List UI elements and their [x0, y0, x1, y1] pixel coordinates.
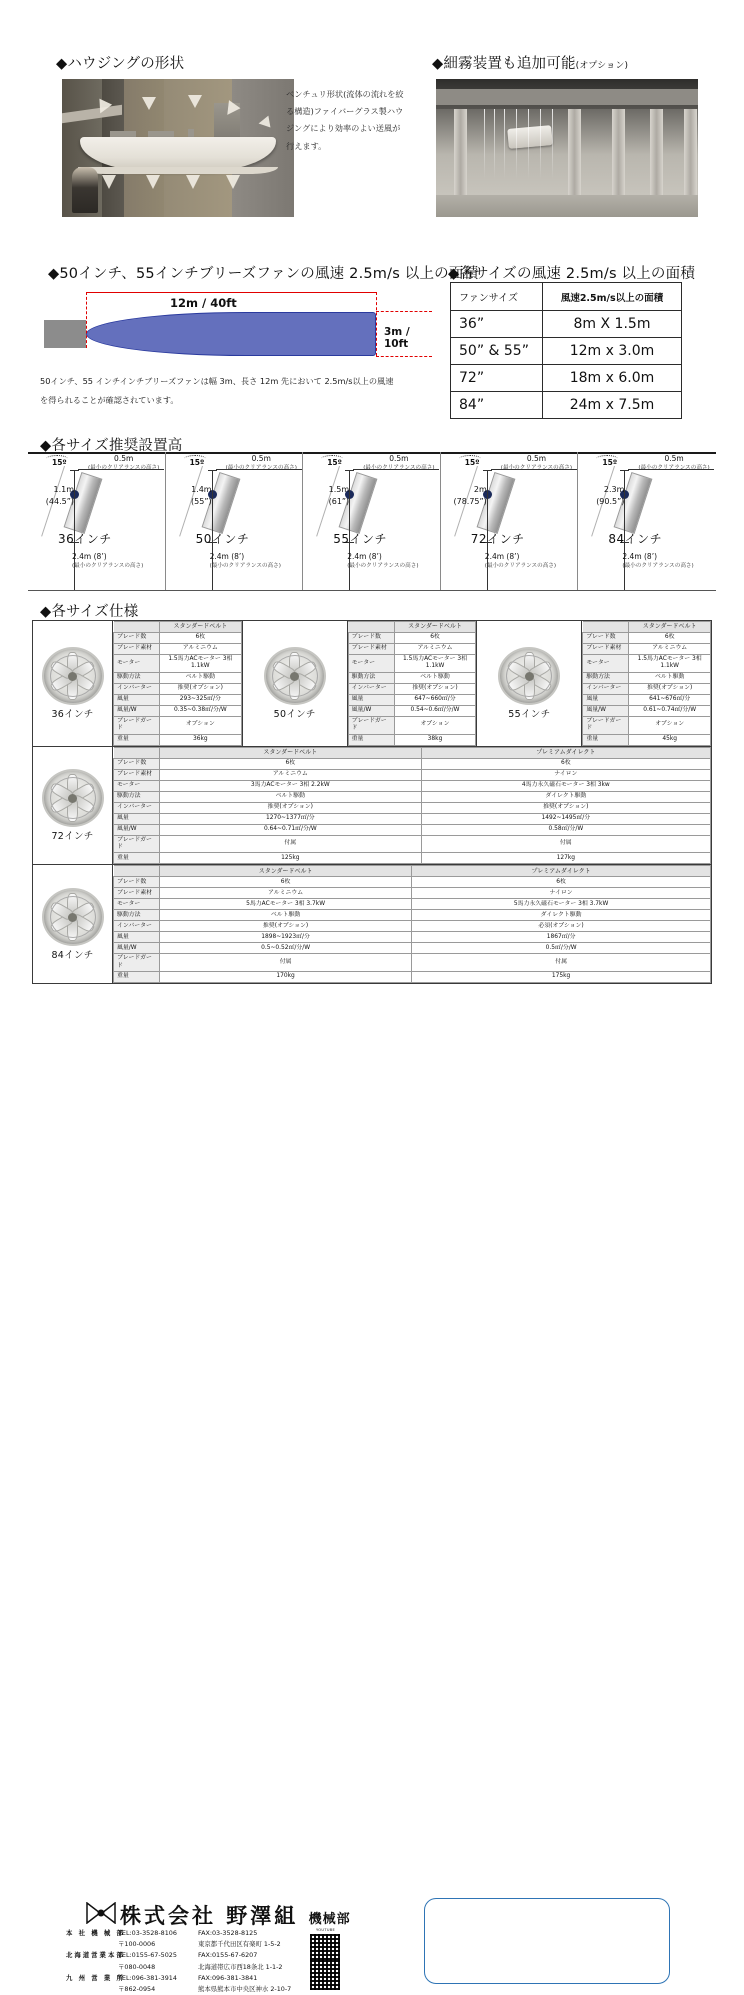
spec-value-standard: ベルト駆動	[160, 791, 422, 802]
notes-box	[424, 1898, 670, 1984]
table-row: 72” 18m x 6.0m	[451, 365, 682, 392]
spec-value: 0.54~0.6㎥/分/W	[394, 705, 476, 716]
spec-key: ブレード素材	[114, 644, 160, 655]
contact-line-tel	[66, 1950, 291, 1961]
install-cell-55インチ	[303, 452, 441, 590]
spec-value: 1.5馬力ACモーター 3相 1.1kW	[160, 655, 242, 673]
spec-value-standard: 推奨(オプション)	[160, 921, 412, 932]
airflow-caption: 50インチ、55 インチインチブリーズファンは幅 3m、長さ 12m 先において 2.5m/s以上の風速 を得られることが確認されています。	[40, 376, 394, 405]
install-height-diagram	[28, 452, 716, 592]
contact-line-address	[66, 1939, 291, 1950]
spec-value-premium: 127kg	[421, 853, 710, 864]
housing-description: ベンチュリ形状(流体の流れを絞る構造)ファイバーグラス製ハウジングにより効率のよい送風が行えます。	[286, 89, 404, 151]
spec-key: 駆動方法	[114, 791, 160, 802]
fan-55-inch	[476, 621, 582, 746]
spec-value: 293~325㎥/分	[160, 694, 242, 705]
office-fax: FAX:03-3528-8125	[198, 1929, 258, 1937]
top-clearance-label: 0.5m (最小のクリアランスの高さ)	[638, 454, 710, 471]
spec-value-standard: アルミニウム	[160, 888, 412, 899]
top-clearance-label: 0.5m (最小のクリアランスの高さ)	[88, 454, 160, 471]
tilt-angle-label: 15º	[327, 458, 342, 467]
contact-line-tel	[66, 1928, 291, 1939]
spec-key: 重量	[114, 853, 160, 864]
fan-size-label: 55インチ	[333, 532, 387, 546]
spec-key: モーター	[583, 655, 629, 673]
spec-tables	[32, 620, 712, 984]
spec-key: 風量	[114, 932, 160, 943]
spec-value: 0.61~0.74㎥/分/W	[629, 705, 711, 716]
youtube-caption: YOUTUBE	[316, 1928, 336, 1932]
spec-header-row	[114, 622, 242, 633]
spec-row	[114, 769, 711, 780]
spec-key: モーター	[114, 655, 160, 673]
spec-key: 重量	[114, 972, 160, 983]
spec-value: 6枚	[394, 633, 476, 644]
spec-value: 1.5馬力ACモーター 3相 1.1kW	[394, 655, 476, 673]
spec-key: ブレード数	[114, 633, 160, 644]
mount-height-label: 1.1m (44.5”)	[45, 485, 74, 506]
fan-size-label: 72インチ	[470, 532, 525, 546]
spec-row	[114, 780, 711, 791]
col-fan-size: ファンサイズ	[451, 283, 543, 311]
spec-group-small	[32, 620, 712, 747]
spec-column-header-premium: プレミアムダイレクト	[412, 866, 711, 877]
spec-table-dual	[113, 747, 711, 865]
spec-row	[583, 644, 711, 655]
spec-value: 推奨(オプション)	[629, 683, 711, 694]
tilt-angle-label: 15º	[189, 458, 205, 467]
spec-value-premium: 5馬力永久磁石モーター 3相 3.7kW	[412, 899, 711, 910]
spec-value-standard: 推奨(オプション)	[160, 802, 422, 813]
tilt-angle-label: 15º	[52, 458, 67, 467]
spec-key: モーター	[114, 780, 160, 791]
spec-row	[114, 921, 711, 932]
airflow-width-label: 3m / 10ft	[384, 326, 410, 350]
spec-value-standard: 6枚	[160, 877, 412, 888]
spec-key: 風量/W	[348, 705, 394, 716]
footer	[0, 948, 744, 1994]
col-area: 風速2.5m/s以上の面積	[543, 283, 682, 311]
spec-key: インバーター	[114, 802, 160, 813]
fan-36-inch	[33, 621, 113, 746]
fan-photo-icon	[264, 647, 326, 705]
office-name: 本 社 機 械 部	[66, 1929, 125, 1937]
spec-value: 推奨(オプション)	[160, 683, 242, 694]
fan-50-inch	[242, 621, 348, 746]
spec-row	[114, 888, 711, 899]
spec-key: 風量/W	[583, 705, 629, 716]
fan-block-icon	[44, 320, 86, 348]
bottom-clearance-label: 2.4m (8’) (最小のクリアランスの高さ)	[72, 552, 144, 569]
spec-row	[114, 932, 711, 943]
spec-header-row	[114, 866, 711, 877]
fan-size-caption: 36インチ	[51, 709, 94, 721]
spec-header-row	[114, 747, 711, 758]
spec-value-premium: ダイレクト駆動	[421, 791, 710, 802]
fan-size-caption: 72インチ	[51, 831, 94, 843]
spec-value: 647~660㎥/分	[394, 694, 476, 705]
office-postal: 〒080-0048	[118, 1962, 156, 1971]
spec-value: ベルト駆動	[160, 672, 242, 683]
bottom-clearance-label: 2.4m (8’) (最小のクリアランスの高さ)	[209, 552, 281, 569]
spec-value-premium: 0.5㎥/分/W	[412, 943, 711, 954]
spec-row	[114, 835, 711, 853]
spec-row	[348, 705, 476, 716]
install-cell-50インチ	[166, 452, 304, 590]
spec-value: アルミニウム	[394, 644, 476, 655]
install-cell-36インチ	[28, 452, 166, 590]
spec-value-premium: 付属	[421, 835, 710, 853]
table-row: 84” 24m x 7.5m	[451, 392, 682, 419]
spec-value-standard: 6枚	[160, 758, 422, 769]
spec-row	[583, 683, 711, 694]
bottom-clearance-label: 2.4m (8’) (最小のクリアランスの高さ)	[347, 552, 419, 569]
spec-key: 駆動方法	[583, 672, 629, 683]
airflow-plume	[86, 312, 376, 356]
spec-row	[114, 802, 711, 813]
spec-key: 風量/W	[114, 705, 160, 716]
spec-value-standard: 1270~1377㎥/分	[160, 813, 422, 824]
spec-row	[114, 683, 242, 694]
spec-key: 風量/W	[114, 943, 160, 954]
spec-value: 641~676㎥/分	[629, 694, 711, 705]
table-row: 50” & 55” 12m x 3.0m	[451, 338, 682, 365]
office-postal: 〒100-0006	[118, 1940, 156, 1949]
fan-photo-icon	[42, 647, 104, 705]
spec-row	[114, 716, 242, 734]
top-clearance-label: 0.5m (最小のクリアランスの高さ)	[363, 454, 435, 471]
mount-height-label: 2.3m (90.5”)	[596, 485, 625, 506]
spec-value-premium: ナイロン	[421, 769, 710, 780]
spec-key: ブレード素材	[114, 769, 160, 780]
spec-row	[114, 853, 711, 864]
spec-header-row	[348, 622, 476, 633]
spec-row	[348, 633, 476, 644]
spec-key: ブレード数	[114, 877, 160, 888]
contact-info	[66, 1928, 291, 1995]
spec-row	[348, 672, 476, 683]
spec-key: ブレード素材	[583, 644, 629, 655]
spec-row	[583, 716, 711, 734]
fan-photo-icon	[42, 888, 104, 946]
spec-key: 風量	[114, 694, 160, 705]
spec-row	[583, 655, 711, 673]
fan-size-caption: 84インチ	[51, 950, 94, 962]
spec-key: 風量	[583, 694, 629, 705]
spec-row	[583, 672, 711, 683]
spec-key: ブレード数	[114, 758, 160, 769]
spec-value: アルミニウム	[629, 644, 711, 655]
spec-row	[348, 694, 476, 705]
airflow-section-heading: ◆50インチ、55インチブリーズファンの風速 2.5m/s 以上の面積	[48, 266, 479, 282]
spec-key: 駆動方法	[114, 910, 160, 921]
bottom-clearance-label: 2.4m (8’) (最小のクリアランスの高さ)	[622, 552, 694, 569]
spec-value-premium: ナイロン	[412, 888, 711, 899]
spec-key: 重量	[348, 734, 394, 745]
spec-row	[583, 694, 711, 705]
spec-value-premium: 6枚	[421, 758, 710, 769]
spec-value-premium: 0.58㎥/分/W	[421, 824, 710, 835]
install-cell-84インチ	[578, 452, 716, 590]
fan-size-label: 50インチ	[195, 532, 250, 546]
tilt-angle-label: 15º	[464, 458, 480, 467]
area-table	[450, 282, 682, 419]
office-name: 北海道営業本部	[66, 1951, 125, 1960]
spec-value-premium: 6枚	[412, 877, 711, 888]
spec-value-premium: 1492~1495㎥/分	[421, 813, 710, 824]
spec-value-standard: 0.64~0.71㎥/分/W	[160, 824, 422, 835]
spec-value-standard: アルミニウム	[160, 769, 422, 780]
spec-value: 6枚	[629, 633, 711, 644]
spec-value-premium: 必須(オプション)	[412, 921, 711, 932]
office-name: 九 州 営 業 所	[66, 1973, 125, 1982]
spec-row	[114, 633, 242, 644]
spec-value: 45kg	[629, 734, 711, 745]
spec-value: ベルト駆動	[629, 672, 711, 683]
spec-column-header: スタンダードベルト	[394, 622, 476, 633]
company-name: 株式会社 野澤組 機械部	[120, 1904, 351, 1928]
spec-row	[114, 758, 711, 769]
office-tel: TEL:03-3528-8106	[118, 1929, 177, 1937]
spec-table	[348, 621, 477, 746]
spec-column-header-premium: プレミアムダイレクト	[421, 747, 710, 758]
spec-row	[114, 734, 242, 745]
contact-line-tel	[66, 1973, 291, 1984]
fan-55-inch-img	[477, 621, 581, 746]
spec-key: 重量	[114, 734, 160, 745]
top-clearance-label: 0.5m (最小のクリアランスの高さ)	[500, 454, 573, 471]
fan-size-label: 36インチ	[58, 532, 112, 546]
mist-photo	[436, 79, 698, 217]
office-address: 北海道帯広市西18条北 1-1-2	[198, 1962, 283, 1971]
spec-key: 駆動方法	[348, 672, 394, 683]
spec-value-premium: 175kg	[412, 972, 711, 983]
fan-72インチ	[33, 747, 113, 865]
spec-value-standard: 3馬力ACモーター 3相 2.2kW	[160, 780, 422, 791]
spec-value-standard: 0.5~0.52㎥/分/W	[160, 943, 412, 954]
spec-value-standard: ベルト駆動	[160, 910, 412, 921]
area-table-heading: ◆各サイズの風速 2.5m/s 以上の面積	[448, 266, 696, 282]
spec-key: ブレードガード	[114, 835, 160, 853]
spec-table	[582, 621, 711, 746]
spec-key: インバーター	[114, 921, 160, 932]
spec-key: インバーター	[583, 683, 629, 694]
office-address: 東京都千代田区有楽町 1-5-2	[198, 1940, 281, 1949]
office-tel: TEL:096-381-3914	[118, 1973, 177, 1982]
spec-value: 1.5馬力ACモーター 3相 1.1kW	[629, 655, 711, 673]
spec-key: 風量	[114, 813, 160, 824]
spec-key: ブレードガード	[348, 716, 394, 734]
spec-row	[114, 877, 711, 888]
mount-height-label: 1.5m (61”)	[328, 485, 350, 506]
qr-code-line[interactable]	[310, 1960, 340, 1990]
spec-value-standard: 170kg	[160, 972, 412, 983]
install-section-heading: ◆各サイズ推奨設置高	[40, 438, 183, 454]
spec-row	[114, 791, 711, 802]
spec-row	[348, 644, 476, 655]
office-postal: 〒862-0954	[118, 1985, 156, 1994]
spec-value-premium: 1867㎥/分	[412, 932, 711, 943]
airflow-length-label: 12m / 40ft	[170, 296, 237, 310]
spec-key: インバーター	[348, 683, 394, 694]
office-fax: FAX:096-381-3841	[198, 1973, 258, 1982]
spec-row	[114, 672, 242, 683]
spec-value-standard: 付属	[160, 835, 422, 853]
mount-height-label: 1.4m (55”)	[191, 485, 212, 506]
fan-size-caption: 55インチ	[508, 709, 551, 721]
contact-line-address	[66, 1984, 291, 1995]
spec-value-premium: 推奨(オプション)	[421, 802, 710, 813]
spec-value: アルミニウム	[160, 644, 242, 655]
spec-value: ベルト駆動	[394, 672, 476, 683]
spec-row	[114, 899, 711, 910]
spec-value: 推奨(オプション)	[394, 683, 476, 694]
mount-height-label: 2m (78.75”)	[453, 485, 487, 506]
spec-row	[583, 734, 711, 745]
housing-photo	[62, 79, 294, 217]
mist-section-heading: ◆細霧装置も追加可能(オプション)	[432, 56, 629, 72]
fan-size-caption: 50インチ	[273, 709, 316, 721]
spec-row	[114, 655, 242, 673]
spec-value: 38kg	[394, 734, 476, 745]
spec-row	[114, 813, 711, 824]
area-table-body	[451, 311, 682, 419]
top-clearance-label: 0.5m (最小のクリアランスの高さ)	[225, 454, 297, 471]
spec-key: 風量	[348, 694, 394, 705]
spec-key: モーター	[114, 899, 160, 910]
contact-line-address	[66, 1962, 291, 1973]
spec-key: 風量/W	[114, 824, 160, 835]
spec-value-standard: 5馬力ACモーター 3相 3.7kW	[160, 899, 412, 910]
spec-column-header-standard: スタンダードベルト	[160, 866, 412, 877]
spec-row	[348, 734, 476, 745]
housing-section-heading: ◆ハウジングの形状	[56, 56, 185, 72]
spec-value-premium: 付属	[412, 954, 711, 972]
fan-photo-icon	[498, 647, 560, 705]
spec-value: 36kg	[160, 734, 242, 745]
spec-key: ブレードガード	[114, 954, 160, 972]
spec-value-standard: 付属	[160, 954, 412, 972]
spec-row	[114, 824, 711, 835]
fan-size-label: 84インチ	[608, 532, 663, 546]
spec-value-standard: 125kg	[160, 853, 422, 864]
airflow-diagram	[40, 284, 430, 374]
spec-key: インバーター	[114, 683, 160, 694]
spec-row	[583, 705, 711, 716]
spec-key: ブレードガード	[583, 716, 629, 734]
fan-50-inch-img	[243, 621, 347, 746]
spec-row	[348, 655, 476, 673]
spec-row	[348, 716, 476, 734]
spec-column-header-standard: スタンダードベルト	[160, 747, 422, 758]
spec-key: 駆動方法	[114, 672, 160, 683]
spec-key: モーター	[348, 655, 394, 673]
spec-row	[114, 705, 242, 716]
spec-value-premium: ダイレクト駆動	[412, 910, 711, 921]
spec-column-header: スタンダードベルト	[629, 622, 711, 633]
tilt-angle-label: 15º	[602, 458, 618, 467]
spec-value-standard: 1898~1923㎥/分	[160, 932, 412, 943]
spec-row	[114, 910, 711, 921]
table-row: 36” 8m X 1.5m	[451, 311, 682, 338]
spec-column-header: スタンダードベルト	[160, 622, 242, 633]
fan-photo-icon	[42, 769, 104, 827]
spec-row	[348, 683, 476, 694]
spec-value-premium: 4馬力永久磁石モーター 3相 3kw	[421, 780, 710, 791]
office-fax: FAX:0155-67-6207	[198, 1951, 258, 1960]
spec-value: オプション	[629, 716, 711, 734]
spec-value: オプション	[160, 716, 242, 734]
company-logo-icon	[86, 1902, 116, 1924]
spec-row	[114, 644, 242, 655]
spec-key: 重量	[583, 734, 629, 745]
office-tel: TEL:0155-67-5025	[118, 1951, 177, 1960]
spec-row	[583, 633, 711, 644]
spec-key: ブレード素材	[348, 644, 394, 655]
spec-header-row	[583, 622, 711, 633]
spec-key: ブレードガード	[114, 716, 160, 734]
spec-table	[113, 621, 242, 746]
spec-key: ブレード数	[348, 633, 394, 644]
spec-row	[114, 694, 242, 705]
spec-value: 0.35~0.38㎥/分/W	[160, 705, 242, 716]
bottom-clearance-label: 2.4m (8’) (最小のクリアランスの高さ)	[484, 552, 557, 569]
office-address: 熊本県熊本市中央区神水 2-10-7	[198, 1985, 292, 1994]
spec-key: ブレード数	[583, 633, 629, 644]
table-header-row	[451, 283, 682, 311]
install-cell-72インチ	[441, 452, 579, 590]
spec-group-72インチ	[32, 747, 712, 866]
spec-key: ブレード素材	[114, 888, 160, 899]
specs-section-heading: ◆各サイズ仕様	[40, 604, 139, 620]
spec-value: オプション	[394, 716, 476, 734]
spec-value: 6枚	[160, 633, 242, 644]
